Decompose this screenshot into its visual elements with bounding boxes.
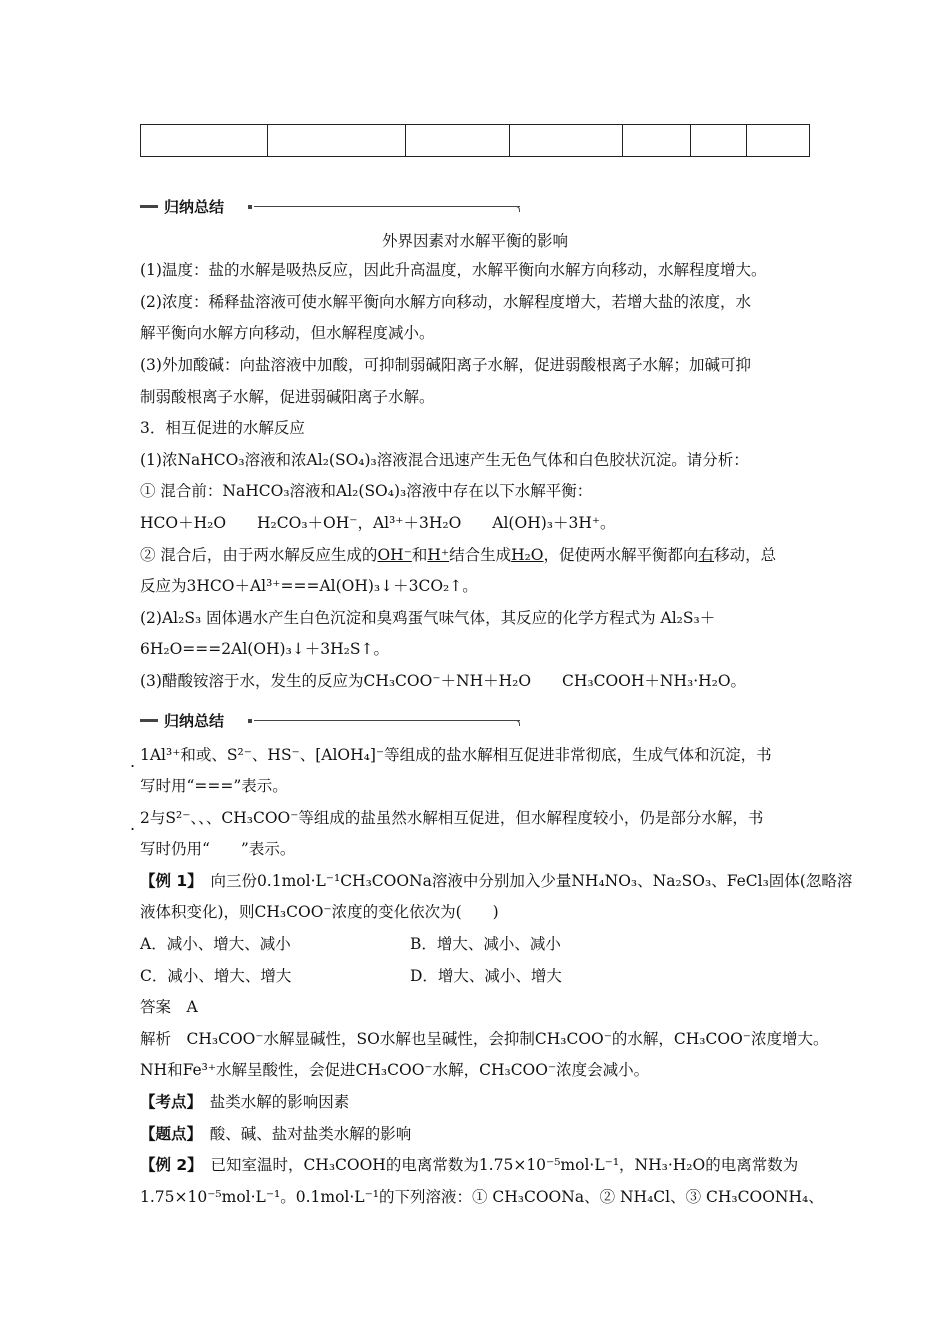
options-row <box>140 933 810 955</box>
example-label: 【例 2】 <box>140 1156 195 1174</box>
summary-header <box>140 711 520 731</box>
paragraph: (1)浓NaHCO₃溶液和浓Al₂(SO₄)₃溶液混合迅速产生无色气体和白色胶状沉淀。请分析： <box>140 451 749 469</box>
section-heading: 3．相互促进的水解反应 <box>140 419 305 437</box>
paragraph: (1)温度：盐的水解是吸热反应，因此升高温度，水解平衡向水解方向移动，水解程度增大。 <box>140 261 767 279</box>
table-cell-divider <box>267 125 268 156</box>
summary-point: 写时用“===”表示。 <box>140 777 288 795</box>
example-1-cont: 液体积变化)，则CH₃COO⁻浓度的变化依次为( ) <box>140 903 499 921</box>
paragraph: ② 混合后，由于两水解反应生成的OH⁻和H⁺结合生成H₂O，促使两水解平衡都向右移动，总 <box>140 546 777 564</box>
summary-label: 归纳总结 <box>164 712 225 730</box>
example-1: 【例 1】 向三份0.1mol·L⁻¹CH₃COONa溶液中分别加入少量NH₄NO₃、Na₂SO₃、FeCl₃固体(忽略溶 <box>140 872 853 890</box>
empty-table-row <box>140 124 810 157</box>
example-2-cont: 1.75×10⁻⁵mol·L⁻¹。0.1mol·L⁻¹的下列溶液：① CH₃COONa、② NH₄Cl、③ CH₃COONH₄、 <box>140 1188 824 1206</box>
option-a: A．减小、增大、减小 <box>140 935 291 953</box>
table-cell-divider <box>405 125 406 156</box>
table-cell-divider <box>690 125 691 156</box>
table-cell-divider <box>746 125 747 156</box>
summary-point: 1Al³⁺和或、S²⁻、HS⁻、[AlOH₄]⁻等组成的盐水解相互促进非常彻底，生成气体和沉淀，书 <box>140 746 772 764</box>
summary-point: 2与S²⁻、、、CH₃COO⁻等组成的盐虽然水解相互促进，但水解程度较小，仍是部分水解，书 <box>140 809 764 827</box>
question-point: 【题点】 酸、碱、盐对盐类水解的影响 <box>140 1125 412 1143</box>
summary-label: 归纳总结 <box>164 198 225 216</box>
paragraph: (2)浓度：稀释盐溶液可使水解平衡向水解方向移动，水解程度增大，若增大盐的浓度，水 <box>140 293 751 311</box>
bullet-dot: . <box>130 815 136 834</box>
paragraph: ① 混合前：NaHCO₃溶液和Al₂(SO₄)₃溶液中存在以下水解平衡： <box>140 482 593 500</box>
paragraph: (3)醋酸铵溶于水，发生的反应为CH₃COO⁻＋NH＋H₂O CH₃COOH＋NH₃·H₂O。 <box>140 672 747 690</box>
summary-header <box>140 197 520 217</box>
example-2: 【例 2】 已知室温时，CH₃COOH的电离常数为1.75×10⁻⁵mol·L⁻¹，NH₃·H₂O的电离常数为 <box>140 1156 799 1174</box>
paragraph: 反应为3HCO＋Al³⁺===Al(OH)₃↓＋3CO₂↑。 <box>140 577 478 595</box>
blank-answer: 右 <box>698 546 715 564</box>
paragraph: (3)外加酸碱：向盐溶液中加酸，可抑制弱碱阳离子水解，促进弱酸根离子水解；加碱可抑 <box>140 356 751 374</box>
equation: HCO＋H₂O H₂CO₃＋OH⁻，Al³⁺＋3H₂O Al(OH)₃＋3H⁺。 <box>140 514 616 532</box>
option-b: B．增大、减小、减小 <box>410 935 561 953</box>
table-cell-divider <box>509 125 510 156</box>
explanation: NH和Fe³⁺水解呈酸性，会促进CH₃COO⁻水解，CH₃COO⁻浓度会减小。 <box>140 1061 650 1079</box>
paragraph: (2)Al₂S₃ 固体遇水产生白色沉淀和臭鸡蛋气味气体，其反应的化学方程式为 Al₂S₃＋ <box>140 609 716 627</box>
paragraph: 制弱酸根离子水解，促进弱碱阳离子水解。 <box>140 388 435 406</box>
option-c: C．减小、增大、增大 <box>140 967 292 985</box>
explanation: 解析 CH₃COO⁻水解显碱性，SO水解也呈碱性，会抑制CH₃COO⁻的水解，CH₃COO⁻浓度增大。 <box>140 1030 829 1048</box>
table-cell-divider <box>622 125 623 156</box>
section-title: 外界因素对水解平衡的影响 <box>381 232 568 250</box>
paragraph: 解平衡向水解方向移动，但水解程度减小。 <box>140 324 435 342</box>
summary-point: 写时仍用“ ”表示。 <box>140 840 296 858</box>
bullet-dot: . <box>130 752 136 771</box>
blank-answer: OH⁻ <box>377 546 412 564</box>
example-label: 【例 1】 <box>140 872 195 890</box>
options-row <box>140 965 810 987</box>
knowledge-point: 【考点】 盐类水解的影响因素 <box>140 1093 350 1111</box>
option-d: D．增大、减小、增大 <box>410 967 562 985</box>
blank-answer: H⁺ <box>427 546 450 564</box>
answer: 答案 A <box>140 998 198 1016</box>
blank-answer: H₂O <box>511 546 544 564</box>
paragraph: 6H₂O===2Al(OH)₃↓＋3H₂S↑。 <box>140 640 389 658</box>
